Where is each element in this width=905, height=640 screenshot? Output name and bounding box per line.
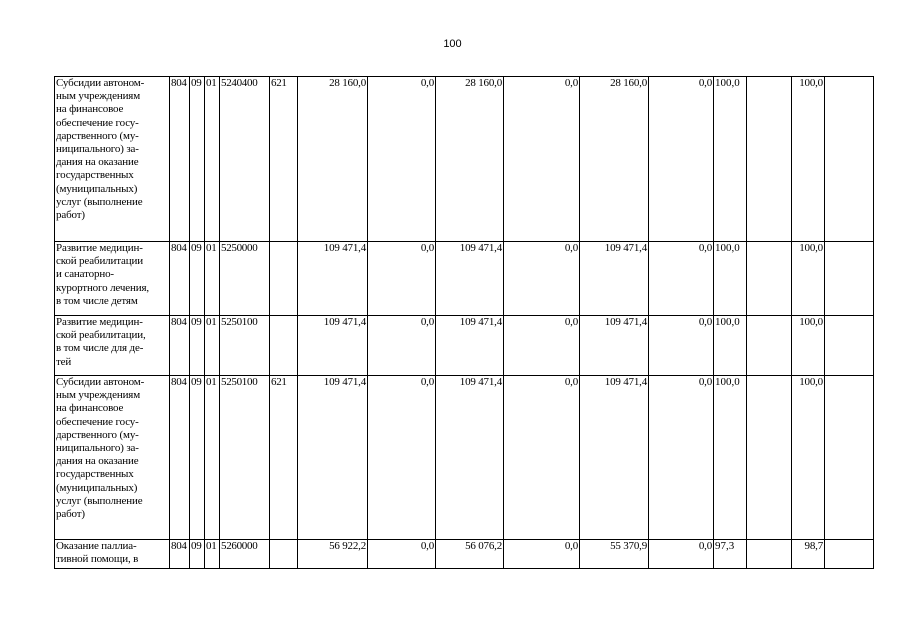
amount-cell-3: 56 076,2 [436, 540, 504, 569]
item-name-line: Оказание паллиа- [56, 540, 137, 552]
item-name-line: дания на оказание [56, 156, 139, 169]
item-name-line: ской реабилитации [56, 255, 143, 268]
amount-cell-3: 28 160,0 [436, 77, 504, 242]
item-name-line: курортного лечения, [56, 281, 149, 294]
item-name-cell [55, 376, 170, 540]
empty-cell [825, 540, 874, 569]
percent-cell-1: 97,3 [714, 540, 747, 569]
csr-cell: 5260000 [220, 540, 270, 569]
item-name-line: государственных [56, 468, 134, 481]
empty-cell [747, 242, 792, 316]
item-name-line: на финансовое [56, 402, 124, 415]
item-name-line: Развитие медицин- [56, 316, 143, 328]
amount-cell-6: 0,0 [649, 540, 714, 569]
percent-cell-2: 100,0 [792, 376, 825, 540]
ved-cell: 804 [170, 540, 190, 569]
empty-cell [747, 540, 792, 569]
amount-cell-4: 0,0 [504, 376, 580, 540]
item-name-line: и санаторно- [56, 268, 114, 281]
amount-cell-5: 109 471,4 [580, 242, 649, 316]
item-name-line: государственных [56, 169, 134, 182]
amount-cell-1: 109 471,4 [298, 316, 368, 376]
table-row [55, 242, 874, 316]
item-name-line: на финансовое [56, 103, 124, 116]
table-row [55, 77, 874, 242]
item-name-line: ным учреждениям [56, 90, 141, 103]
percent-cell-1: 100,0 [714, 376, 747, 540]
table-body [55, 77, 874, 569]
pr-cell: 01 [205, 316, 220, 376]
amount-cell-1: 28 160,0 [298, 77, 368, 242]
item-name-line: ской реабилитации, [56, 329, 146, 342]
amount-cell-4: 0,0 [504, 242, 580, 316]
budget-table [54, 76, 874, 569]
vr-cell [270, 540, 298, 569]
vr-cell: 621 [270, 376, 298, 540]
table-row [55, 540, 874, 569]
item-name-line: тей [56, 355, 72, 368]
rz-cell: 09 [190, 77, 205, 242]
item-name-line: ным учреждениям [56, 389, 141, 402]
empty-cell [825, 77, 874, 242]
amount-cell-6: 0,0 [649, 376, 714, 540]
item-name-line: ниципального) за- [56, 442, 139, 455]
empty-cell [747, 77, 792, 242]
amount-cell-2: 0,0 [368, 376, 436, 540]
amount-cell-6: 0,0 [649, 316, 714, 376]
amount-cell-3: 109 471,4 [436, 376, 504, 540]
item-name-line: обеспечение госу- [56, 415, 139, 428]
item-name-line: обеспечение госу- [56, 116, 139, 129]
amount-cell-3: 109 471,4 [436, 316, 504, 376]
amount-cell-5: 55 370,9 [580, 540, 649, 569]
item-name-line: дарственного (му- [56, 428, 139, 441]
item-name-line: дания на оказание [56, 455, 139, 468]
ved-cell: 804 [170, 242, 190, 316]
item-name-line: дарственного (му- [56, 129, 139, 142]
item-name-line: Субсидии автоном- [56, 376, 145, 388]
pr-cell: 01 [205, 376, 220, 540]
empty-cell [747, 376, 792, 540]
item-name-cell [55, 540, 170, 569]
csr-cell: 5250100 [220, 316, 270, 376]
amount-cell-4: 0,0 [504, 77, 580, 242]
amount-cell-6: 0,0 [649, 242, 714, 316]
item-name-line: Развитие медицин- [56, 242, 143, 254]
item-name-line: услуг (выполнение [56, 195, 143, 208]
table-row [55, 376, 874, 540]
amount-cell-2: 0,0 [368, 77, 436, 242]
empty-cell [747, 316, 792, 376]
percent-cell-2: 100,0 [792, 316, 825, 376]
amount-cell-1: 56 922,2 [298, 540, 368, 569]
page-number: 100 [443, 38, 462, 50]
empty-cell [825, 242, 874, 316]
amount-cell-4: 0,0 [504, 540, 580, 569]
csr-cell: 5250000 [220, 242, 270, 316]
amount-cell-4: 0,0 [504, 316, 580, 376]
item-name-line: в том числе детям [56, 294, 138, 307]
csr-cell: 5250100 [220, 376, 270, 540]
item-name-line: в том числе для де- [56, 342, 144, 355]
item-name-line: (муниципальных) [56, 481, 138, 494]
amount-cell-6: 0,0 [649, 77, 714, 242]
item-name-cell [55, 316, 170, 376]
item-name-line: работ) [56, 508, 85, 521]
amount-cell-2: 0,0 [368, 242, 436, 316]
item-name-line: Субсидии автоном- [56, 77, 145, 89]
amount-cell-5: 28 160,0 [580, 77, 649, 242]
pr-cell: 01 [205, 242, 220, 316]
amount-cell-1: 109 471,4 [298, 376, 368, 540]
item-name-cell [55, 242, 170, 316]
percent-cell-2: 100,0 [792, 77, 825, 242]
percent-cell-1: 100,0 [714, 316, 747, 376]
percent-cell-2: 100,0 [792, 242, 825, 316]
amount-cell-5: 109 471,4 [580, 376, 649, 540]
amount-cell-1: 109 471,4 [298, 242, 368, 316]
vr-cell [270, 242, 298, 316]
amount-cell-2: 0,0 [368, 316, 436, 376]
csr-cell: 5240400 [220, 77, 270, 242]
item-name-line: услуг (выполнение [56, 494, 143, 507]
amount-cell-5: 109 471,4 [580, 316, 649, 376]
item-name-line: тивной помощи, в [56, 553, 139, 566]
amount-cell-2: 0,0 [368, 540, 436, 569]
ved-cell: 804 [170, 376, 190, 540]
pr-cell: 01 [205, 77, 220, 242]
percent-cell-1: 100,0 [714, 242, 747, 316]
empty-cell [825, 316, 874, 376]
ved-cell: 804 [170, 316, 190, 376]
vr-cell: 621 [270, 77, 298, 242]
empty-cell [825, 376, 874, 540]
percent-cell-1: 100,0 [714, 77, 747, 242]
amount-cell-3: 109 471,4 [436, 242, 504, 316]
rz-cell: 09 [190, 376, 205, 540]
vr-cell [270, 316, 298, 376]
table-row [55, 316, 874, 376]
ved-cell: 804 [170, 77, 190, 242]
rz-cell: 09 [190, 242, 205, 316]
item-name-line: ниципального) за- [56, 143, 139, 156]
percent-cell-2: 98,7 [792, 540, 825, 569]
rz-cell: 09 [190, 316, 205, 376]
pr-cell: 01 [205, 540, 220, 569]
item-name-line: (муниципальных) [56, 182, 138, 195]
rz-cell: 09 [190, 540, 205, 569]
item-name-cell [55, 77, 170, 242]
item-name-line: работ) [56, 209, 85, 222]
